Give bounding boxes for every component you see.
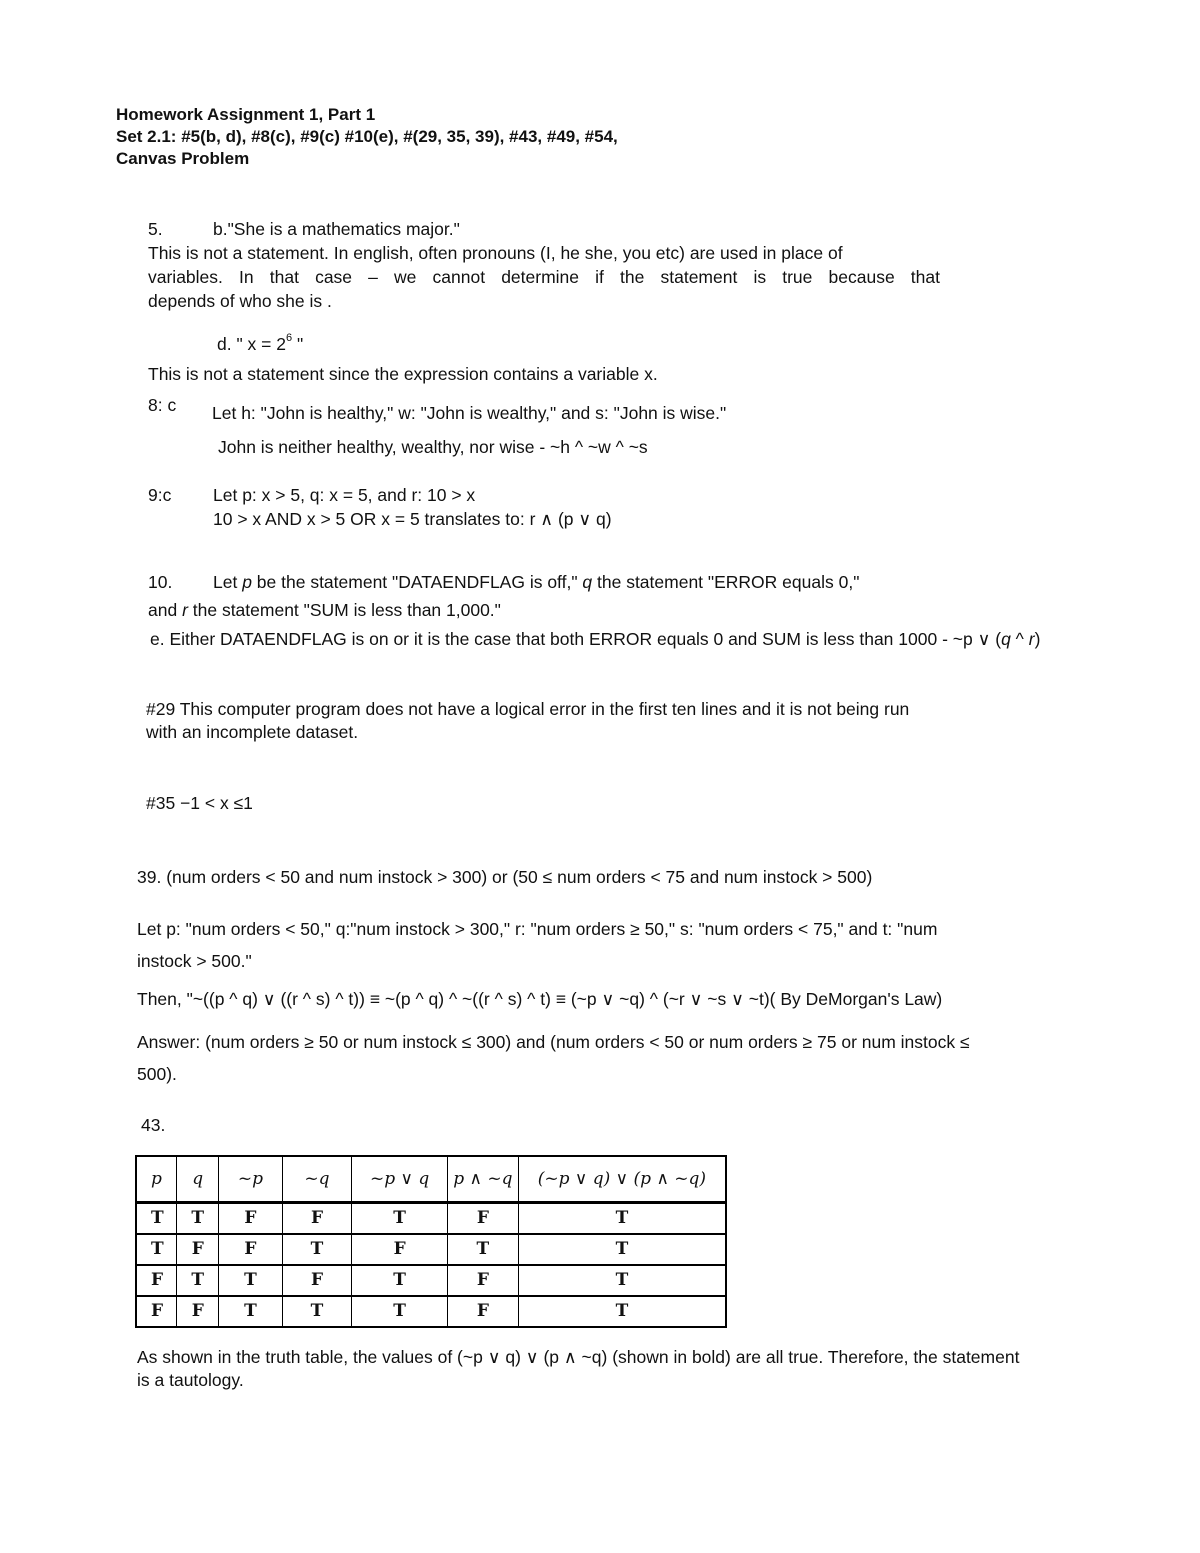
truth-table-row — [136, 1265, 726, 1296]
table-cell: F — [219, 1234, 283, 1265]
problem-5d-close-quote: " — [292, 334, 304, 354]
problem-9-answer: 10 > x AND x > 5 OR x = 5 translates to: r ∧ (p ∨ q) — [213, 509, 612, 529]
var-r: r — [182, 600, 188, 620]
problem-10e-text: e. Either DATAENDFLAG is on or it is the case that both ERROR equals 0 and SUM is less than 1000 - ~p ∨ ( — [150, 629, 1002, 649]
problem-29-answer-line1: #29 This computer program does not have a logical error in the first ten lines and it is not being run — [146, 699, 910, 719]
p-definition: be the statement "DATAENDFLAG is off," — [251, 572, 583, 592]
problem-39-answer-line1: Answer: (num orders ≥ 50 or num instock ≤ 300) and (num orders < 50 or num orders ≥ 75 or num instock ≤ — [137, 1032, 970, 1052]
problem-8-answer: John is neither healthy, wealthy, nor wise - ~h ^ ~w ^ ~s — [218, 437, 648, 457]
problem-10-definitions-line1 — [213, 571, 859, 595]
problem-5b-answer-line1: This is not a statement. In english, often pronouns (I, he she, you etc) are used in place of — [148, 243, 843, 263]
and-text: and — [148, 600, 183, 620]
and-symbol: ^ — [1010, 629, 1029, 649]
problem-29-answer-line2: with an incomplete dataset. — [146, 722, 359, 742]
header-cell: ~q — [282, 1156, 352, 1203]
problem-9-number: 9:c — [148, 485, 172, 505]
truth-table-row — [136, 1203, 726, 1235]
problem-39-derivation: Then, "~((p ^ q) ∨ ((r ^ s) ^ t)) ≡ ~(p ^ q) ^ ~((r ^ s) ^ t) ≡ (~p ∨ ~q) ^ (~r ∨ ~s ∨ ~t)( By DeMorgan's Law) — [137, 989, 943, 1009]
problem-5d-question — [217, 333, 303, 357]
table-cell: T — [518, 1234, 726, 1265]
problem-5b-answer-line3: depends of who she is . — [148, 291, 332, 311]
table-cell: T — [352, 1203, 448, 1235]
q-definition: the statement "ERROR equals 0," — [592, 572, 860, 592]
truth-table-row — [136, 1234, 726, 1265]
table-cell: F — [447, 1296, 518, 1327]
header-cell: p ∧ ~q — [447, 1156, 518, 1203]
table-cell: T — [282, 1234, 352, 1265]
table-cell: F — [219, 1203, 283, 1235]
problem-5d-answer: This is not a statement since the expression contains a variable x. — [148, 364, 658, 384]
problem-8-definitions: Let h: "John is healthy," w: "John is wealthy," and s: "John is wise." — [212, 403, 727, 423]
problem-10-number: 10. — [148, 572, 173, 592]
table-cell: T — [136, 1234, 177, 1265]
table-cell: F — [177, 1296, 219, 1327]
truth-table-header-row — [136, 1156, 726, 1203]
header-cell: (~p ∨ q) ∨ (p ∧ ~q) — [518, 1156, 726, 1203]
var-q: q — [1001, 629, 1011, 649]
header-cell: ~p ∨ q — [352, 1156, 448, 1203]
problem-10e-answer — [150, 628, 1040, 652]
problem-5-number: 5. — [148, 219, 163, 239]
problem-5d-exponent: 6 — [285, 332, 293, 344]
problem-39-definitions-line2: instock > 500." — [137, 951, 252, 971]
table-cell: T — [282, 1296, 352, 1327]
problem-43-number: 43. — [141, 1115, 166, 1135]
problem-39-answer-line2: 500). — [137, 1064, 177, 1084]
table-cell: T — [518, 1203, 726, 1235]
table-cell: T — [136, 1203, 177, 1235]
table-cell: T — [219, 1265, 283, 1296]
problem-39-question: 39. (num orders < 50 and num instock > 300) or (50 ≤ num orders < 75 and num instock > 500) — [137, 867, 873, 887]
let-text: Let — [213, 572, 243, 592]
problem-8-number: 8: c — [148, 395, 177, 415]
close-paren: ) — [1034, 629, 1041, 649]
truth-table-row — [136, 1296, 726, 1327]
table-cell: F — [136, 1296, 177, 1327]
table-cell: T — [518, 1265, 726, 1296]
var-r: r — [1028, 629, 1035, 649]
table-cell: T — [518, 1296, 726, 1327]
problem-5b-answer-line2: variables. In that case – we cannot determine if the statement is true because that — [148, 267, 940, 287]
table-cell: F — [136, 1265, 177, 1296]
problem-5d-expression: d. " x = 2 — [217, 334, 286, 354]
table-cell: T — [177, 1203, 219, 1235]
header-cell: ~p — [219, 1156, 283, 1203]
problem-39-definitions-line1: Let p: "num orders < 50," q:"num instock > 300," r: "num orders ≥ 50," s: "num orders < 75," and t: "num — [137, 919, 938, 939]
table-cell: F — [447, 1265, 518, 1296]
table-cell: T — [177, 1265, 219, 1296]
problem-43-conclusion-line1: As shown in the truth table, the values of (~p ∨ q) ∨ (p ∧ ~q) (shown in bold) are all true. Therefore, the statement — [137, 1347, 1020, 1367]
problem-set-list: Set 2.1: #5(b, d), #8(c), #9(c) #10(e), #(29, 35, 39), #43, #49, #54, — [116, 127, 618, 146]
table-cell: T — [219, 1296, 283, 1327]
problem-9-definitions: Let p: x > 5, q: x = 5, and r: 10 > x — [213, 485, 476, 505]
problem-43-conclusion-line2: is a tautology. — [137, 1370, 244, 1390]
problem-10-definitions-line2 — [148, 599, 501, 623]
table-cell: T — [352, 1265, 448, 1296]
header-cell: q — [177, 1156, 219, 1203]
problem-5b-question: b."She is a mathematics major." — [213, 219, 460, 239]
table-cell: T — [352, 1296, 448, 1327]
canvas-problem-label: Canvas Problem — [116, 149, 250, 168]
truth-table — [135, 1155, 727, 1328]
problem-35-answer: #35 −1 < x ≤1 — [146, 793, 253, 813]
table-cell: T — [447, 1234, 518, 1265]
assignment-title: Homework Assignment 1, Part 1 — [116, 105, 376, 124]
table-cell: F — [282, 1203, 352, 1235]
table-cell: F — [282, 1265, 352, 1296]
r-definition: the statement "SUM is less than 1,000." — [187, 600, 501, 620]
table-cell: F — [177, 1234, 219, 1265]
var-q: q — [582, 572, 593, 592]
table-cell: F — [447, 1203, 518, 1235]
table-cell: F — [352, 1234, 448, 1265]
var-p: p — [242, 572, 252, 592]
header-cell: p — [136, 1156, 177, 1203]
